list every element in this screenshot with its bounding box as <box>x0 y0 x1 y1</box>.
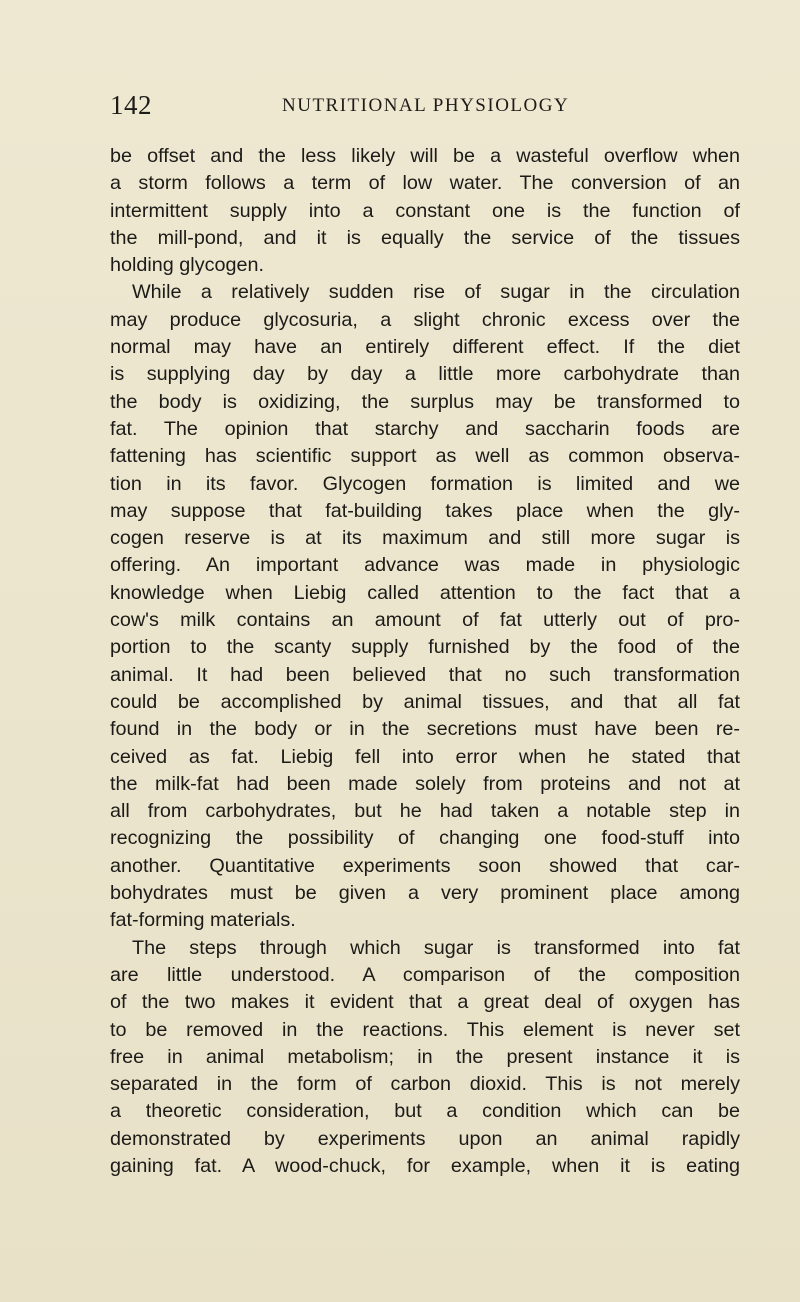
paragraph-first-line: The steps through which sugar is transformed into fat <box>132 936 740 959</box>
text-line: are little understood. A comparison of the composition <box>110 963 740 986</box>
text-line: fattening has scientific support as well as common observa- <box>110 445 740 468</box>
page-number: 142 <box>110 90 152 120</box>
text-line: may suppose that fat-building takes place when the gly- <box>110 499 740 522</box>
text-line: a storm follows a term of low water. The conversion of an <box>110 172 740 195</box>
text-line: found in the body or in the secretions must have been re- <box>110 718 740 741</box>
text-line: cogen reserve is at its maximum and still more sugar is <box>110 527 740 550</box>
page-header <box>110 90 740 126</box>
text-line: tion in its favor. Glycogen formation is limited and we <box>110 472 740 495</box>
text-line: the milk-fat had been made solely from proteins and not at <box>110 772 740 795</box>
text-line: fat. The opinion that starchy and saccharin foods are <box>110 417 740 440</box>
text-line: separated in the form of carbon dioxid. This is not merely <box>110 1073 740 1096</box>
text-line: intermittent supply into a constant one is the function of <box>110 199 740 222</box>
text-line: another. Quantitative experiments soon showed that car- <box>110 854 740 877</box>
text-line: could be accomplished by animal tissues, and that all fat <box>110 690 740 713</box>
text-line: bohydrates must be given a very prominent place among <box>110 882 740 905</box>
text-line: holding glycogen. <box>110 254 264 277</box>
text-line: be offset and the less likely will be a wasteful overflow when <box>110 145 740 167</box>
text-line: the mill-pond, and it is equally the service of the tissues <box>110 226 740 249</box>
text-line: all from carbohydrates, but he had taken a notable step in <box>110 800 740 823</box>
running-head: NUTRITIONAL PHYSIOLOGY <box>282 95 570 116</box>
text-line: fat-forming materials. <box>110 909 296 932</box>
text-line: is supplying day by day a little more carbohydrate than <box>110 363 740 386</box>
text-line: may produce glycosuria, a slight chronic excess over the <box>110 308 740 331</box>
text-line: recognizing the possibility of changing one food-stuff into <box>110 827 740 850</box>
text-line: demonstrated by experiments upon an animal rapidly <box>110 1127 740 1150</box>
text-line: portion to the scanty supply furnished by the food of the <box>110 636 740 659</box>
text-line: cow's milk contains an amount of fat utterly out of pro- <box>110 609 740 632</box>
text-line: knowledge when Liebig called attention to the fact that a <box>110 581 740 604</box>
text-line: gaining fat. A wood-chuck, for example, when it is eating <box>110 1154 740 1177</box>
text-line: a theoretic consideration, but a condition which can be <box>110 1100 740 1123</box>
text-line: animal. It had been believed that no such transformation <box>110 663 740 686</box>
text-line: of the two makes it evident that a great deal of oxygen has <box>110 991 740 1014</box>
text-line: free in animal metabolism; in the present instance it is <box>110 1045 740 1068</box>
text-line: normal may have an entirely different effect. If the diet <box>110 336 740 359</box>
text-line: ceived as fat. Liebig fell into error when he stated that <box>110 745 740 768</box>
body-text <box>110 143 740 1180</box>
paragraph-first-line: While a relatively sudden rise of sugar in the circulation <box>132 281 740 304</box>
text-line: offering. An important advance was made in physiologic <box>110 554 740 577</box>
text-line: the body is oxidizing, the surplus may be transformed to <box>110 390 740 413</box>
text-line: to be removed in the reactions. This element is never set <box>110 1018 740 1041</box>
